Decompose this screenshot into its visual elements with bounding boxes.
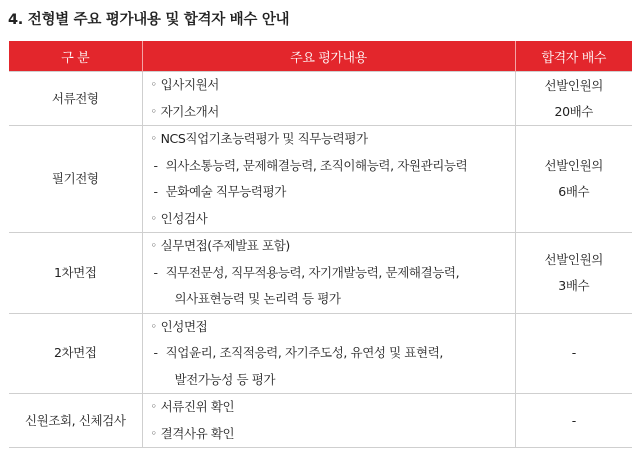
item-text: ◦ NCS직업기초능력평가 및 직무능력평가 xyxy=(160,131,368,146)
evaluation-item xyxy=(151,99,515,126)
evaluation-subitem xyxy=(151,260,515,287)
multiplier-text: 6배수 xyxy=(558,184,590,199)
table-row xyxy=(9,313,632,394)
evaluation-item xyxy=(151,314,515,341)
pass-multiplier xyxy=(515,233,632,314)
stage-name: 서류전형 xyxy=(9,72,142,126)
item-text: ◦ 입사지원서 xyxy=(160,77,219,92)
table-row xyxy=(9,72,632,126)
evaluation-item xyxy=(151,126,515,153)
evaluation-contents xyxy=(142,313,515,394)
evaluation-item xyxy=(151,233,515,260)
item-text: 의사표현능력 및 논리력 등 평가 xyxy=(174,291,341,306)
item-text: - 직업윤리, 조직적응력, 자기주도성, 유연성 및 표현력, xyxy=(165,345,443,360)
evaluation-contents xyxy=(142,72,515,126)
header-multiplier: 합격자 배수 xyxy=(515,41,632,72)
table-row xyxy=(9,233,632,314)
evaluation-item xyxy=(151,206,515,233)
item-text: ◦ 인성검사 xyxy=(160,210,208,226)
evaluation-contents xyxy=(142,394,515,448)
header-type: 구 분 xyxy=(9,41,142,72)
multiplier-text: - xyxy=(571,345,576,361)
pass-multiplier xyxy=(515,126,632,233)
pass-multiplier xyxy=(515,394,632,448)
evaluation-item xyxy=(151,72,515,99)
evaluation-subitem xyxy=(151,179,515,206)
multiplier-text: 20배수 xyxy=(554,103,593,119)
multiplier-text: 선발인원의 xyxy=(544,158,603,173)
item-text: - 의사소통능력, 문제해결능력, 조직이해능력, 자원관리능력 xyxy=(165,157,468,173)
item-text: ◦ 결격사유 확인 xyxy=(160,425,235,441)
item-text: ◦ 서류진위 확인 xyxy=(160,399,235,414)
multiplier-text: 선발인원의 xyxy=(544,77,603,93)
stage-name: 신원조회, 신체검사 xyxy=(9,394,142,448)
header-contents: 주요 평가내용 xyxy=(142,41,515,72)
pass-multiplier xyxy=(515,72,632,126)
item-text: - 직무전문성, 직무적용능력, 자기개발능력, 문제해결능력, xyxy=(165,264,460,280)
stage-name: 필기전형 xyxy=(9,126,142,233)
item-text: ◦ 실무면접(주제발표 포함) xyxy=(160,238,290,253)
item-text: ◦ 자기소개서 xyxy=(160,103,219,119)
stage-name: 2차면접 xyxy=(9,313,142,394)
evaluation-table xyxy=(9,41,632,448)
item-text: 발전가능성 등 평가 xyxy=(174,371,276,387)
table-row xyxy=(9,126,632,233)
table-header-row xyxy=(9,41,632,72)
pass-multiplier xyxy=(515,313,632,394)
stage-name: 1차면접 xyxy=(9,233,142,314)
evaluation-subitem xyxy=(151,367,515,394)
evaluation-contents xyxy=(142,233,515,314)
evaluation-item xyxy=(151,421,515,448)
evaluation-item xyxy=(151,394,515,421)
section-title: 4. 전형별 주요 평가내용 및 합격자 배수 안내 xyxy=(8,12,290,28)
multiplier-text: 선발인원의 xyxy=(544,251,603,267)
multiplier-text: 3배수 xyxy=(558,277,590,293)
table-row xyxy=(9,394,632,448)
evaluation-contents xyxy=(142,126,515,233)
multiplier-text: - xyxy=(571,412,576,428)
evaluation-subitem xyxy=(151,153,515,180)
item-text: ◦ 인성면접 xyxy=(160,318,208,334)
item-text: - 문화예술 직무능력평가 xyxy=(165,184,286,199)
evaluation-subitem xyxy=(151,286,515,313)
evaluation-subitem xyxy=(151,340,515,367)
